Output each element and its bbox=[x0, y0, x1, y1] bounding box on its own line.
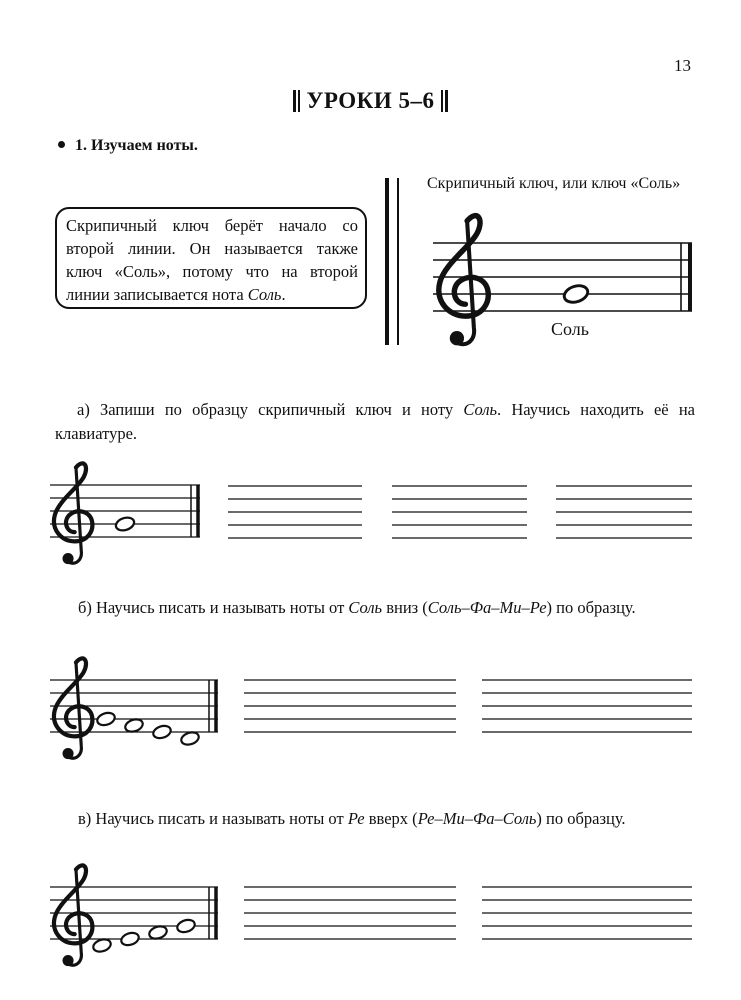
rule-text-italic: Соль bbox=[247, 285, 282, 304]
task-b-part: б) Научись писать и называть ноты от bbox=[78, 598, 349, 617]
task-c-part: в) Научись писать и называть ноты от bbox=[78, 809, 348, 828]
treble-clef-icon bbox=[439, 216, 488, 346]
task-a-part: . Научись находить её на клавиатуре. bbox=[55, 400, 695, 443]
task-b-italic: Соль bbox=[348, 598, 383, 617]
rule-text-end: . bbox=[281, 285, 286, 304]
treble-clef-icon bbox=[54, 658, 92, 759]
treble-clef-icon bbox=[54, 865, 92, 966]
whole-note-icon bbox=[96, 711, 117, 727]
task-c-part: ) по образцу. bbox=[536, 809, 626, 828]
whole-note-icon bbox=[92, 937, 113, 953]
staff-b-blank-2 bbox=[482, 680, 692, 732]
staff-b-blank-1 bbox=[244, 680, 456, 732]
treble-clef-icon bbox=[54, 463, 92, 564]
title-text: УРОКИ 5–6 bbox=[306, 88, 435, 113]
whole-note-icon bbox=[114, 515, 136, 532]
staff-c-blank-1 bbox=[244, 887, 456, 939]
whole-note-icon bbox=[180, 730, 201, 746]
task-a-italic: Соль bbox=[463, 400, 498, 419]
staff-a-blank-1 bbox=[228, 486, 362, 538]
whole-note-icon bbox=[124, 717, 145, 733]
task-b-italic: Соль–Фа–Ми–Ре bbox=[427, 598, 547, 617]
task-a-part: а) Запиши по образцу скрипичный ключ и ноту bbox=[77, 400, 464, 419]
rule-text: Скрипичный ключ берёт начало со второй линии. Он называется также ключ «Соль», потому что на второй линии записывается нота bbox=[66, 216, 358, 304]
task-b-part: ) по образцу. bbox=[546, 598, 636, 617]
example-note-label: Соль bbox=[551, 319, 589, 339]
whole-note-icon bbox=[148, 924, 169, 940]
page-number: 13 bbox=[674, 56, 691, 75]
whole-note-icon bbox=[120, 931, 141, 947]
staff-a-blank-2 bbox=[392, 486, 527, 538]
whole-note-icon bbox=[176, 918, 197, 934]
section-text: 1. Изучаем ноты. bbox=[75, 137, 198, 154]
task-c-italic: Ре bbox=[347, 809, 365, 828]
staff-c-blank-2 bbox=[482, 887, 692, 939]
task-c-italic: Ре–Ми–Фа–Соль bbox=[417, 809, 537, 828]
task-b-part: вниз ( bbox=[382, 598, 428, 617]
staff-a-blank-3 bbox=[556, 486, 692, 538]
whole-note-icon bbox=[152, 724, 173, 740]
whole-note-icon bbox=[562, 283, 590, 305]
task-c-part: вверх ( bbox=[364, 809, 418, 828]
example-caption: Скрипичный ключ, или ключ «Соль» bbox=[427, 175, 681, 192]
